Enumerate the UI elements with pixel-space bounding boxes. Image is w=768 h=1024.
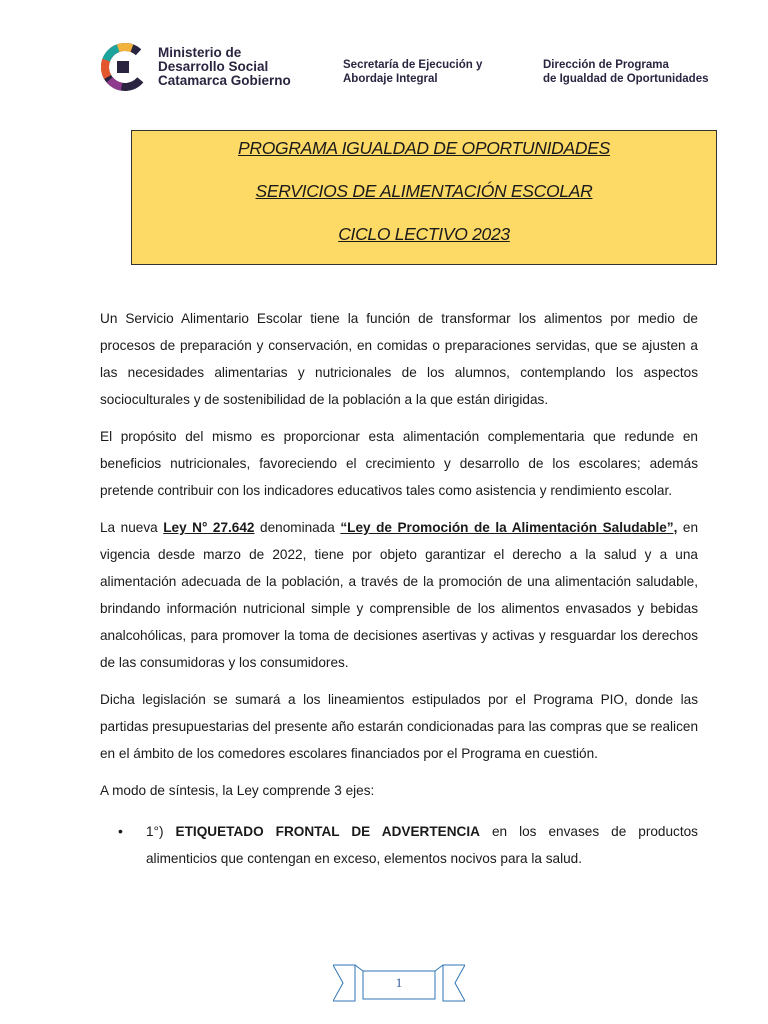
- secretaria-label: [343, 58, 482, 86]
- ministry-name-line: Catamarca Gobierno: [158, 73, 291, 88]
- title-box: [131, 130, 717, 265]
- list-item: [100, 818, 698, 872]
- direccion-line: Dirección de Programa: [543, 59, 669, 71]
- ministry-logo-icon: [100, 42, 150, 92]
- paragraph-5: A modo de síntesis, la Ley comprende 3 ejes:: [100, 783, 375, 798]
- paragraph-3: [100, 514, 698, 676]
- secretaria-line: Secretaría de Ejecución y: [343, 59, 483, 71]
- cycle-title: CICLO LECTIVO 2023: [338, 224, 510, 244]
- paragraph-3-text: La nueva: [100, 520, 164, 535]
- document-body: [100, 305, 698, 872]
- paragraph-3-text: denominada: [254, 520, 341, 535]
- direccion-label: [543, 58, 709, 86]
- page-header: [100, 38, 740, 98]
- ministry-name-line: Ministerio de: [158, 45, 242, 60]
- paragraph-1: Un Servicio Alimentario Escolar tiene la función de transformar los alimentos por medio de procesos de preparación y conservación, en comidas o preparaciones servidas, que se ajusten a las necesidades alimentarias y nutricionales de los alumnos, contemplando los aspectos socioculturales y de sostenibilidad de la población a la que están dirigidas.: [100, 311, 698, 407]
- paragraph-2: El propósito del mismo es proporcionar esta alimentación complementaria que redunde en beneficios nutricionales, favoreciendo el crecimiento y desarrollo de los escolares; además pretende contribuir con los indicadores educativos tales como asistencia y rendimiento escolar.: [100, 429, 698, 498]
- ministry-name: [158, 46, 291, 88]
- list-item-heading: ETIQUETADO FRONTAL DE ADVERTENCIA: [175, 824, 480, 839]
- program-title: PROGRAMA IGUALDAD DE OPORTUNIDADES: [238, 138, 610, 158]
- service-title: SERVICIOS DE ALIMENTACIÓN ESCOLAR: [255, 181, 593, 201]
- secretaria-line: Abordaje Integral: [343, 73, 438, 85]
- paragraph-3-text: en vigencia desde marzo de 2022, tiene por objeto garantizar el derecho a la salud y a una alimentación adecuada de la población, a través de la promoción de una alimentación saludable, brindando información nutricional simple y comprensible de los alimentos envasados y bebidas analcohólicas, para promover la toma de decisiones asertivas y activas y resguardar los derechos de las consumidoras y los consumidores.: [100, 520, 699, 670]
- list-item-text: en los envases de productos alimenticios que contengan en exceso, elementos nocivos para la salud.: [146, 824, 698, 866]
- list-item-prefix: 1°): [146, 824, 176, 839]
- law-name: “Ley de Promoción de la Alimentación Saludable”,: [340, 520, 678, 535]
- direccion-line: de Igualdad de Oportunidades: [543, 73, 709, 85]
- law-number: Ley N° 27.642: [163, 520, 255, 535]
- bullet-icon: •: [118, 823, 123, 839]
- ministry-name-line: Desarrollo Social: [158, 59, 269, 74]
- page-number-ribbon: [333, 963, 465, 1003]
- page-number: 1: [395, 975, 403, 990]
- paragraph-4: Dicha legislación se sumará a los lineamientos estipulados por el Programa PIO, donde las partidas presupuestarias del presente año estarán condicionadas para las compras que se realicen en el ámbito de los comedores escolares financiados por el Programa en cuestión.: [100, 692, 698, 761]
